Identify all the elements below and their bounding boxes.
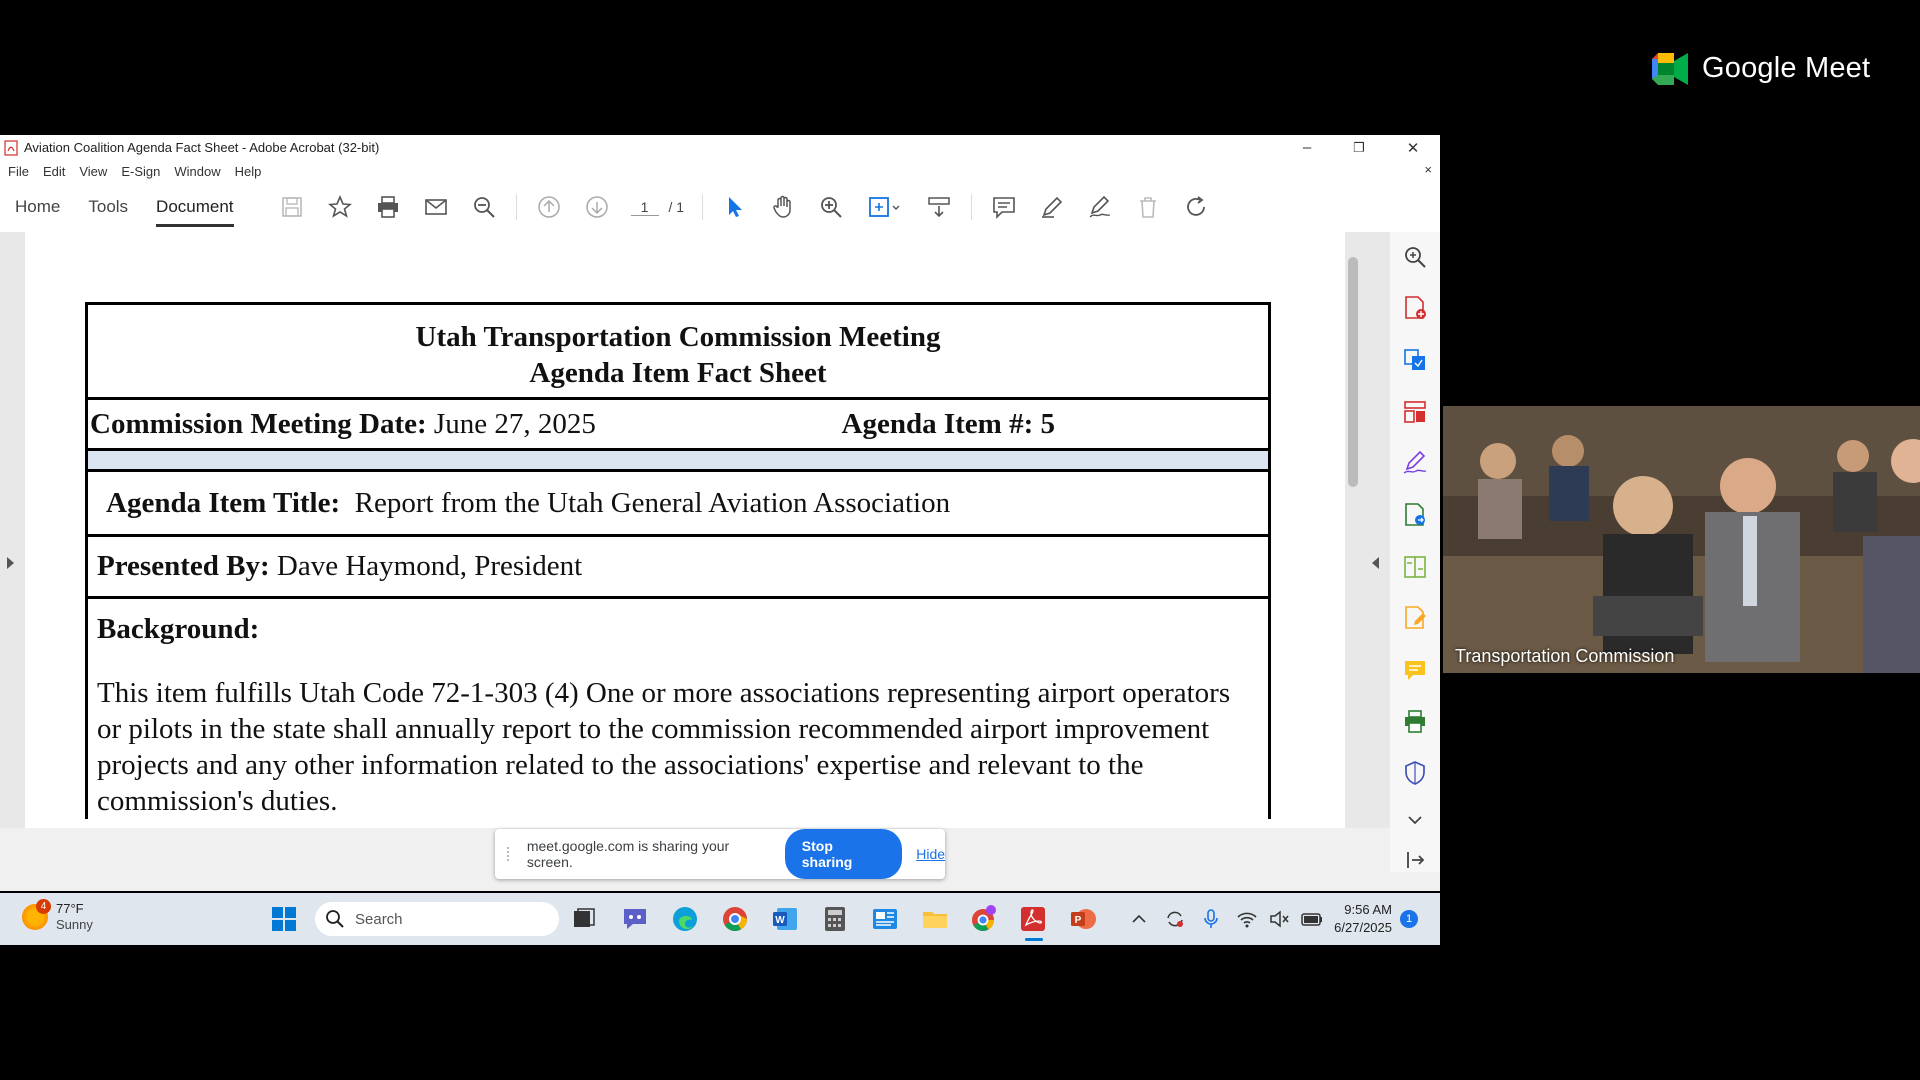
background-section — [88, 599, 1268, 819]
acrobat-window — [0, 135, 1440, 891]
close-document-button[interactable]: × — [1424, 162, 1432, 177]
weather-widget[interactable] — [22, 901, 93, 933]
video-frame — [1443, 406, 1920, 673]
stop-sharing-button[interactable]: Stop sharing — [785, 829, 902, 879]
fit-page-dropdown-icon[interactable] — [865, 193, 905, 221]
windows-taskbar — [0, 893, 1440, 945]
menu-view[interactable]: View — [79, 163, 108, 179]
news-app-icon[interactable] — [871, 905, 899, 933]
clock-time: 9:56 AM — [1344, 902, 1392, 917]
page-number-input[interactable]: 1 — [631, 199, 659, 216]
edit-pdf-icon[interactable] — [1402, 605, 1428, 631]
notification-badge[interactable]: 1 — [1400, 910, 1418, 928]
participant-video-tile[interactable] — [1443, 406, 1920, 673]
taskbar-search[interactable] — [315, 902, 559, 936]
battery-icon[interactable] — [1300, 908, 1324, 930]
acrobat-taskbar-icon[interactable] — [1019, 905, 1047, 933]
meeting-date-row — [88, 400, 1268, 451]
clock-date: 6/27/2025 — [1334, 920, 1392, 935]
toolbar-divider — [516, 194, 517, 220]
more-tools-chevron-icon[interactable] — [1402, 807, 1428, 833]
share-notice-text: meet.google.com is sharing your screen. — [526, 838, 730, 870]
weather-condition: Sunny — [56, 917, 93, 932]
meeting-date-value: June 27, 2025 — [433, 407, 596, 440]
previous-page-icon[interactable] — [535, 193, 563, 221]
active-app-indicator — [1025, 938, 1043, 941]
main-toolbar — [0, 182, 1440, 233]
background-label: Background: — [97, 613, 260, 645]
print-production-icon[interactable] — [1402, 709, 1428, 735]
calculator-app-icon[interactable] — [821, 905, 849, 933]
right-tools-pane — [1390, 232, 1440, 872]
svg-text:P: P — [1074, 915, 1082, 926]
sun-icon — [22, 901, 48, 930]
menu-help[interactable]: Help — [234, 163, 262, 179]
menu-esign[interactable]: E-Sign — [121, 163, 161, 179]
close-window-button[interactable]: ✕ — [1406, 139, 1420, 157]
protect-shield-icon[interactable] — [1402, 760, 1428, 786]
pdf-page — [25, 232, 1345, 828]
system-clock[interactable] — [1322, 901, 1392, 937]
hand-tool-icon[interactable] — [769, 193, 797, 221]
select-cursor-icon[interactable] — [721, 193, 749, 221]
screen-share-banner — [495, 829, 945, 879]
zoom-in-icon[interactable] — [817, 193, 845, 221]
google-meet-logo — [1650, 52, 1870, 85]
tab-document[interactable]: Document — [156, 185, 233, 229]
restore-button[interactable]: ❐ — [1353, 139, 1365, 155]
search-zoom-icon[interactable] — [1402, 244, 1428, 270]
agenda-item-number — [842, 408, 1055, 441]
comment-tool-icon[interactable] — [1402, 657, 1428, 683]
delete-icon[interactable] — [1134, 193, 1162, 221]
meet-brand-text: Google Meet — [1702, 52, 1871, 84]
acrobat-app-icon — [4, 140, 18, 156]
word-app-icon[interactable] — [771, 905, 799, 933]
chrome-profile-icon[interactable] — [969, 905, 997, 933]
teams-chat-icon[interactable] — [621, 905, 649, 933]
presented-by-value: Dave Haymond, President — [276, 550, 583, 582]
next-page-icon[interactable] — [583, 193, 611, 221]
background-text: This item fulfills Utah Code 72-1-303 (4) One or more associations representing airport operators or pilots in the state shall annually report to the commission recommended airport improvement projects and any other information related to the associations' expertise and relevant to the commission's duties. — [97, 677, 1231, 817]
show-hidden-icons-chevron[interactable] — [1128, 908, 1150, 930]
send-for-review-icon[interactable] — [1402, 502, 1428, 528]
compare-files-icon[interactable] — [1402, 554, 1428, 580]
wifi-icon[interactable] — [1236, 908, 1258, 930]
bookmark-star-icon[interactable] — [326, 193, 354, 221]
export-pdf-icon[interactable] — [1402, 347, 1428, 373]
presented-by-row — [88, 537, 1268, 599]
separator-band — [88, 451, 1268, 472]
tab-home[interactable]: Home — [15, 197, 61, 216]
powerpoint-app-icon[interactable] — [1069, 905, 1097, 933]
expand-left-pane-icon[interactable] — [7, 557, 14, 569]
sync-icon[interactable] — [1164, 908, 1186, 930]
agenda-item-value: 5 — [1040, 407, 1055, 440]
rotate-icon[interactable] — [1182, 193, 1210, 221]
weather-temp: 77°F — [56, 901, 84, 916]
participant-name-label: Transportation Commission — [1455, 646, 1675, 666]
heading-line-2: Agenda Item Fact Sheet — [529, 357, 827, 389]
save-icon[interactable] — [278, 193, 306, 221]
page-total: / 1 — [668, 199, 685, 215]
sign-icon[interactable] — [1086, 193, 1114, 221]
edge-browser-icon[interactable] — [671, 905, 699, 933]
drag-handle-icon[interactable] — [507, 847, 515, 861]
search-placeholder: Search — [355, 910, 403, 928]
vertical-scrollbar[interactable] — [1348, 257, 1358, 487]
meet-camera-icon — [1650, 53, 1690, 85]
meeting-date-label: Commission Meeting Date: — [90, 407, 427, 440]
menu-window[interactable]: Window — [174, 163, 221, 179]
print-icon[interactable] — [374, 193, 402, 221]
fact-sheet-table — [85, 302, 1271, 819]
item-title-label: Agenda Item Title: — [106, 486, 341, 519]
email-icon[interactable] — [422, 193, 450, 221]
system-tray — [1128, 893, 1324, 945]
collapse-right-pane-icon[interactable] — [1372, 557, 1379, 569]
menu-edit[interactable]: Edit — [42, 163, 66, 179]
zoom-out-icon[interactable] — [470, 193, 498, 221]
search-icon — [325, 909, 345, 929]
item-title-value: Report from the Utah General Aviation Association — [354, 486, 951, 519]
highlight-pen-icon[interactable] — [1038, 193, 1066, 221]
windows-start-icon[interactable] — [270, 905, 298, 933]
presented-by-label: Presented By: — [97, 550, 270, 582]
task-view-icon[interactable] — [570, 905, 598, 933]
microphone-icon[interactable] — [1200, 908, 1222, 930]
window-titlebar — [0, 135, 1440, 160]
menu-bar — [0, 160, 1440, 182]
weather-badge: 4 — [36, 899, 51, 914]
heading-line-1: Utah Transportation Commission Meeting — [415, 321, 941, 353]
create-pdf-icon[interactable] — [1402, 295, 1428, 321]
page-indicator — [631, 199, 685, 216]
document-viewport[interactable] — [0, 232, 1390, 828]
comment-icon[interactable] — [990, 193, 1018, 221]
tab-tools[interactable]: Tools — [88, 197, 129, 216]
volume-muted-icon[interactable] — [1268, 908, 1290, 930]
svg-text:W: W — [775, 915, 785, 926]
collapse-pane-icon[interactable] — [1402, 847, 1428, 873]
window-title: Aviation Coalition Agenda Fact Sheet - Adobe Acrobat (32-bit) — [24, 140, 380, 155]
fill-sign-icon[interactable] — [1402, 450, 1428, 476]
toolbar-divider — [971, 194, 972, 220]
file-explorer-icon[interactable] — [921, 905, 949, 933]
fact-sheet-heading — [88, 305, 1268, 400]
menu-file[interactable]: File — [8, 163, 29, 179]
scroll-mode-icon[interactable] — [925, 193, 953, 221]
item-title-row — [88, 472, 1268, 537]
agenda-item-label: Agenda Item #: — [841, 407, 1034, 440]
toolbar-divider — [702, 194, 703, 220]
minimize-button[interactable]: – — [1302, 139, 1312, 156]
hide-banner-link[interactable]: Hide — [916, 846, 946, 862]
chrome-browser-icon[interactable] — [721, 905, 749, 933]
organize-pages-icon[interactable] — [1402, 399, 1428, 425]
